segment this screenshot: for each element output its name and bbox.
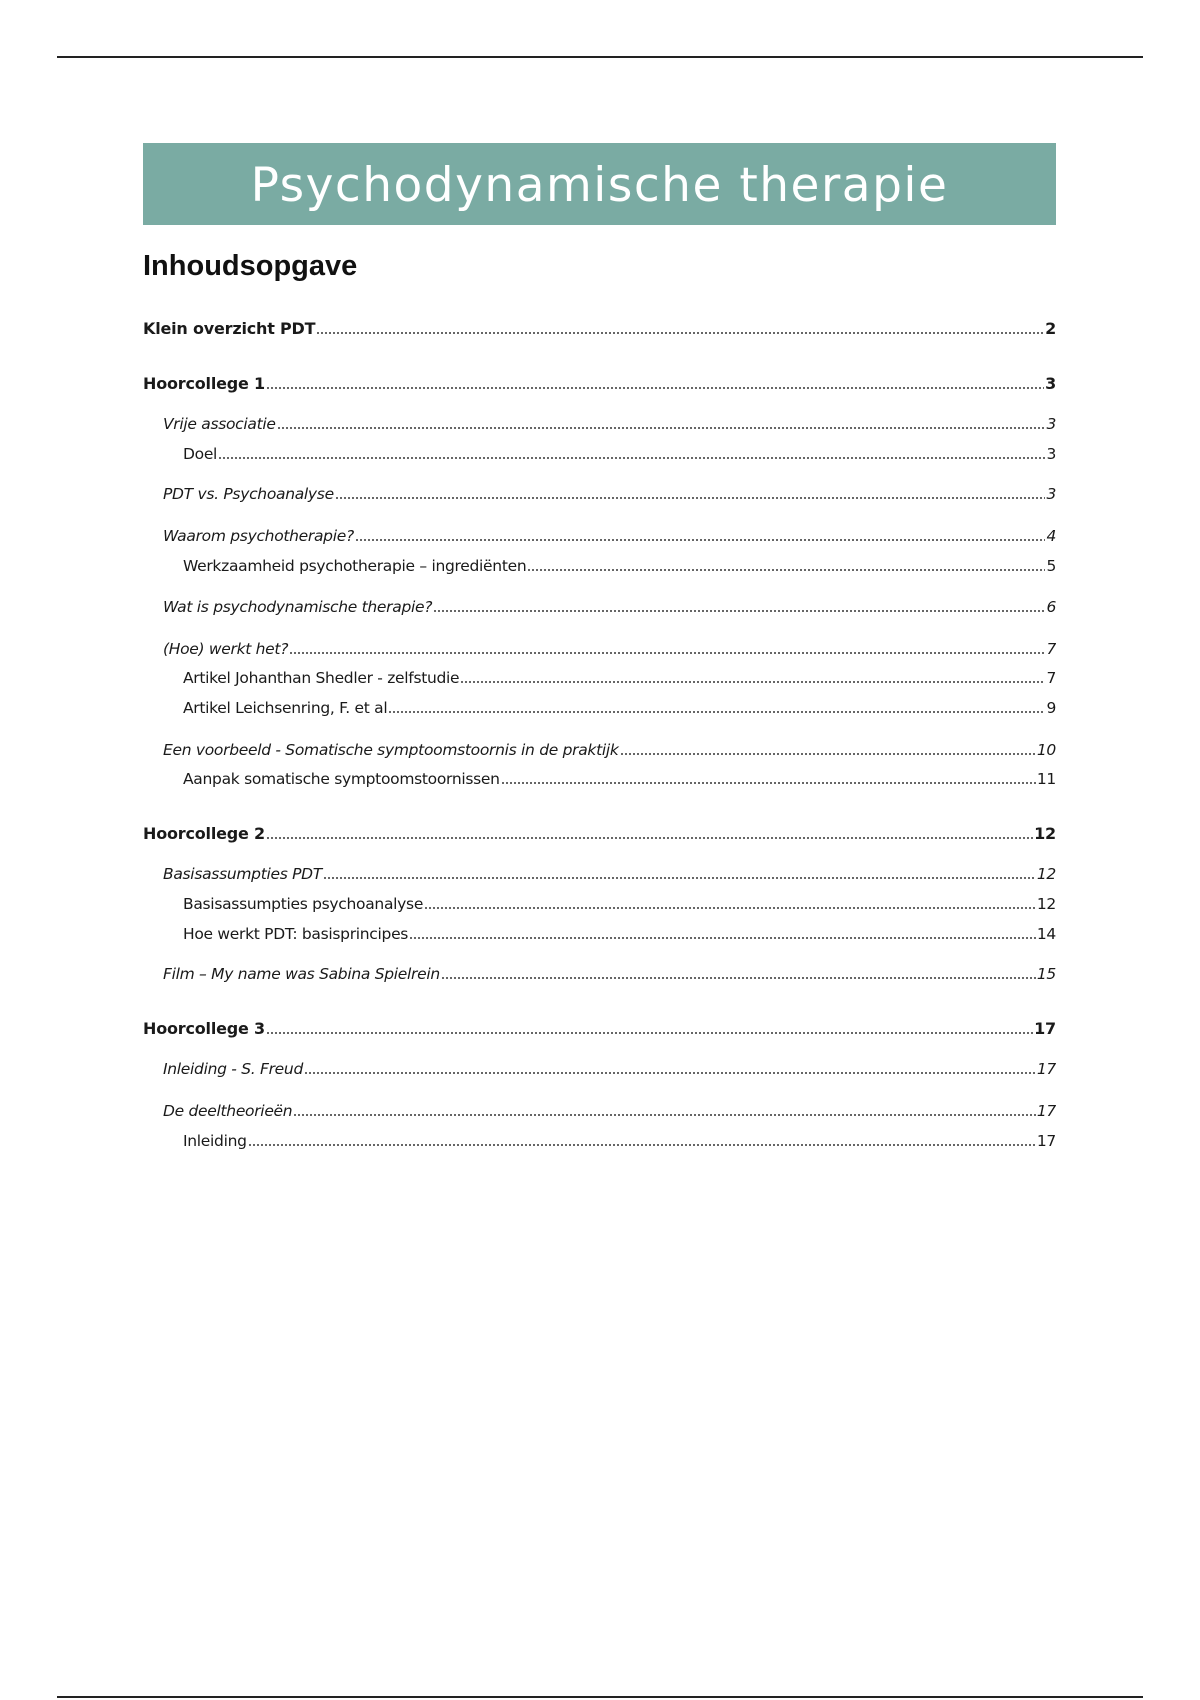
toc-page-number: 7 bbox=[1046, 669, 1056, 687]
toc-dot-leader bbox=[335, 496, 1046, 500]
toc-entry[interactable] bbox=[143, 667, 1056, 689]
toc-entry[interactable] bbox=[143, 638, 1056, 660]
toc-entry-label: Een voorbeeld - Somatische symptoomstoornis in de praktijk bbox=[163, 741, 619, 759]
toc-entry[interactable] bbox=[143, 1130, 1056, 1152]
toc-page-number: 17 bbox=[1036, 1060, 1056, 1078]
toc-dot-leader bbox=[323, 876, 1036, 880]
toc-entry[interactable] bbox=[143, 923, 1056, 945]
toc-entry[interactable] bbox=[143, 555, 1056, 577]
toc-entry[interactable] bbox=[143, 373, 1056, 395]
toc-entry-label: Wat is psychodynamische therapie? bbox=[163, 598, 433, 616]
toc-entry[interactable] bbox=[143, 1018, 1056, 1040]
toc-page-number: 15 bbox=[1036, 965, 1056, 983]
toc-entry[interactable] bbox=[143, 1100, 1056, 1122]
toc-page-number: 11 bbox=[1036, 770, 1056, 788]
toc-entry-label: Aanpak somatische symptoomstoornissen bbox=[183, 770, 500, 788]
toc-entry[interactable] bbox=[143, 963, 1056, 985]
toc-dot-leader bbox=[316, 331, 1044, 335]
toc-page-number: 2 bbox=[1045, 319, 1056, 338]
toc-entry-label: Waarom psychotherapie? bbox=[163, 527, 354, 545]
toc-entry-label: Inleiding - S. Freud bbox=[163, 1060, 303, 1078]
toc-entry-label: Artikel Leichsenring, F. et al bbox=[183, 699, 388, 717]
toc-entry[interactable] bbox=[143, 739, 1056, 761]
toc-entry[interactable] bbox=[143, 483, 1056, 505]
toc-page-number: 3 bbox=[1046, 415, 1056, 433]
toc-page-number: 9 bbox=[1046, 699, 1056, 717]
toc-page-number: 5 bbox=[1046, 557, 1056, 575]
toc-dot-leader bbox=[277, 426, 1046, 430]
toc-entry-label: Artikel Johanthan Shedler - zelfstudie bbox=[183, 669, 460, 687]
toc-entry-label: Film – My name was Sabina Spielrein bbox=[163, 965, 440, 983]
toc-entry-label: Inleiding bbox=[183, 1132, 247, 1150]
document-title: Psychodynamische therapie bbox=[250, 157, 949, 213]
toc-page-number: 14 bbox=[1036, 925, 1056, 943]
toc-dot-leader bbox=[501, 781, 1036, 785]
toc-entry-label: (Hoe) werkt het? bbox=[163, 640, 289, 658]
toc-entry[interactable] bbox=[143, 1058, 1056, 1080]
toc-page-number: 12 bbox=[1036, 865, 1056, 883]
toc-entry-label: De deeltheorieën bbox=[163, 1102, 293, 1120]
toc-page-number: 10 bbox=[1036, 741, 1056, 759]
toc-dot-leader bbox=[304, 1071, 1036, 1075]
toc-entry[interactable] bbox=[143, 823, 1056, 845]
toc-entry[interactable] bbox=[143, 863, 1056, 885]
toc-dot-leader bbox=[293, 1113, 1036, 1117]
toc-page-number: 3 bbox=[1046, 445, 1056, 463]
toc-dot-leader bbox=[248, 1143, 1036, 1147]
toc-dot-leader bbox=[441, 976, 1036, 980]
toc-entry[interactable] bbox=[143, 596, 1056, 618]
toc-page-number: 7 bbox=[1046, 640, 1056, 658]
toc-entry-label: Hoorcollege 3 bbox=[143, 1019, 265, 1038]
toc-entry[interactable] bbox=[143, 697, 1056, 719]
toc-dot-leader bbox=[433, 609, 1045, 613]
toc-entry-label: Basisassumpties psychoanalyse bbox=[183, 895, 424, 913]
toc-entry[interactable] bbox=[143, 768, 1056, 790]
toc-dot-leader bbox=[266, 1031, 1033, 1035]
toc-page-number: 12 bbox=[1036, 895, 1056, 913]
toc-dot-leader bbox=[355, 538, 1046, 542]
toc-entry-label: Doel bbox=[183, 445, 218, 463]
toc-dot-leader bbox=[266, 836, 1033, 840]
toc-entry-label: Hoorcollege 2 bbox=[143, 824, 265, 843]
toc-dot-leader bbox=[289, 651, 1045, 655]
toc-entry-label: Klein overzicht PDT bbox=[143, 319, 316, 338]
toc-page-number: 6 bbox=[1046, 598, 1056, 616]
toc-dot-leader bbox=[620, 752, 1036, 756]
toc-entry-label: Vrije associatie bbox=[163, 415, 276, 433]
toc-dot-leader bbox=[424, 906, 1036, 910]
toc-entry[interactable] bbox=[143, 413, 1056, 435]
toc-dot-leader bbox=[409, 936, 1036, 940]
toc-entry[interactable] bbox=[143, 443, 1056, 465]
toc-heading: Inhoudsopgave bbox=[143, 250, 358, 282]
toc-dot-leader bbox=[460, 680, 1045, 684]
toc-dot-leader bbox=[218, 456, 1045, 460]
toc-page-number: 12 bbox=[1034, 824, 1056, 843]
toc-entry[interactable] bbox=[143, 893, 1056, 915]
toc-page-number: 4 bbox=[1046, 527, 1056, 545]
footer-rule bbox=[57, 1696, 1143, 1698]
toc-entry-label: Hoe werkt PDT: basisprincipes bbox=[183, 925, 409, 943]
toc-dot-leader bbox=[527, 568, 1045, 572]
toc-entry[interactable] bbox=[143, 318, 1056, 340]
toc-entry[interactable] bbox=[143, 525, 1056, 547]
toc-entry-label: Werkzaamheid psychotherapie – ingrediënten bbox=[183, 557, 527, 575]
toc-dot-leader bbox=[266, 386, 1044, 390]
toc-page-number: 17 bbox=[1036, 1132, 1056, 1150]
toc-page-number: 17 bbox=[1036, 1102, 1056, 1120]
toc-entry-label: Hoorcollege 1 bbox=[143, 374, 265, 393]
toc-entry-label: Basisassumpties PDT bbox=[163, 865, 322, 883]
toc-dot-leader bbox=[388, 710, 1045, 714]
toc-page-number: 3 bbox=[1046, 485, 1056, 503]
toc-entry-label: PDT vs. Psychoanalyse bbox=[163, 485, 334, 503]
toc-page-number: 3 bbox=[1045, 374, 1056, 393]
toc-page-number: 17 bbox=[1034, 1019, 1056, 1038]
